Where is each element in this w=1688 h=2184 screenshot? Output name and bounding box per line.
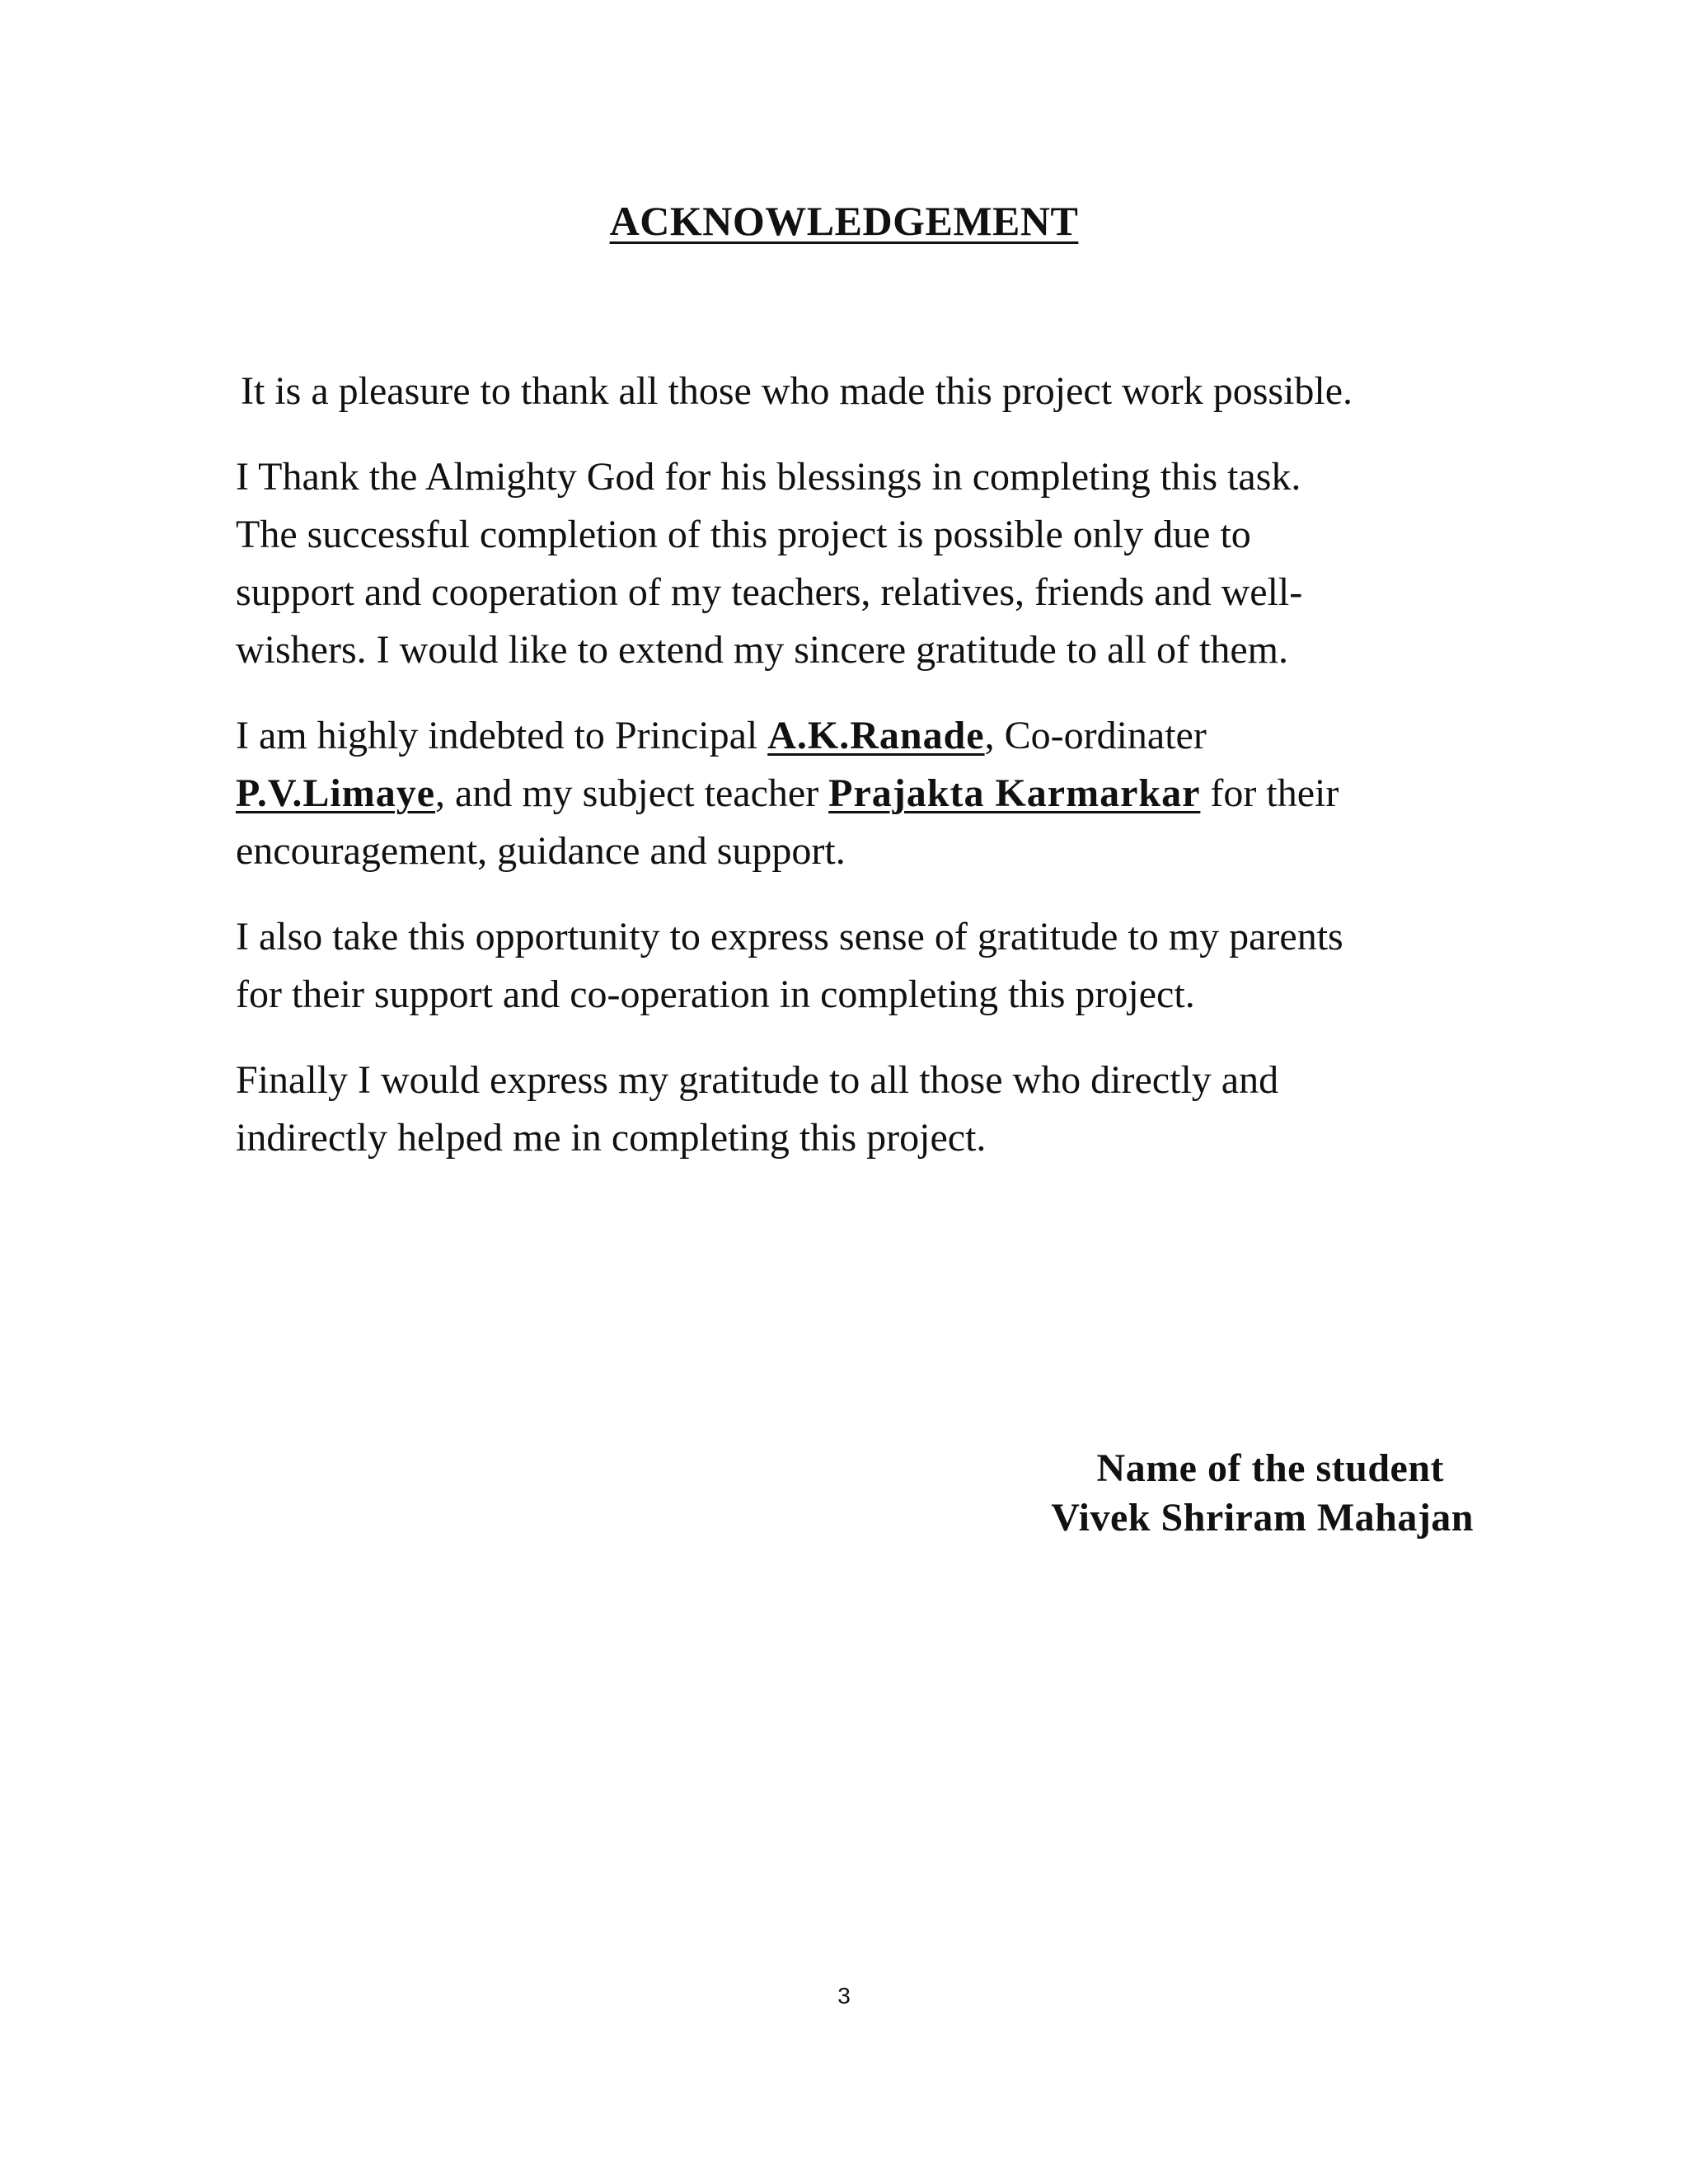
paragraph-indebted-text-4: for their encouragement, guidance and support. [236, 771, 1339, 873]
paragraph-parents: I also take this opportunity to express sense of gratitude to my parents for their support and co-operation in completing this project. [236, 915, 1343, 1016]
paragraph-indebted [236, 707, 1489, 880]
student-name: Vivek Shriram Mahajan [1051, 1496, 1474, 1540]
page-title: ACKNOWLEDGEMENT [609, 198, 1079, 244]
paragraph-closing: Finally I would express my gratitude to all those who directly and indirectly helped me in completing this project. [236, 1058, 1279, 1160]
acknowledgement-body [236, 363, 1489, 1195]
signature-label: Name of the student [1096, 1446, 1444, 1490]
paragraph-thanks: I Thank the Almighty God for his blessings in completing this task. The successful completion of this project is possible only due to support and cooperation of my teachers, relatives, friends and well- wishers. I would like to extend my sincere gratitude to all of them. [236, 455, 1303, 672]
principal-name: A.K.Ranade [767, 714, 985, 757]
subject-teacher-name: Prajakta Karmarkar [828, 771, 1201, 815]
paragraph-indebted-text-1: I am highly indebted to Principal [236, 714, 768, 757]
paragraph-indebted-text-2: , Co-ordinater [984, 714, 1207, 757]
page-number: 3 [837, 1983, 851, 2008]
paragraph-opening: It is a pleasure to thank all those who made this project work possible. [241, 369, 1353, 413]
signature-block [1051, 1444, 1474, 1543]
paragraph-indebted-text-3: , and my subject teacher [435, 771, 829, 815]
coordinator-name: P.V.Limaye [236, 771, 436, 815]
